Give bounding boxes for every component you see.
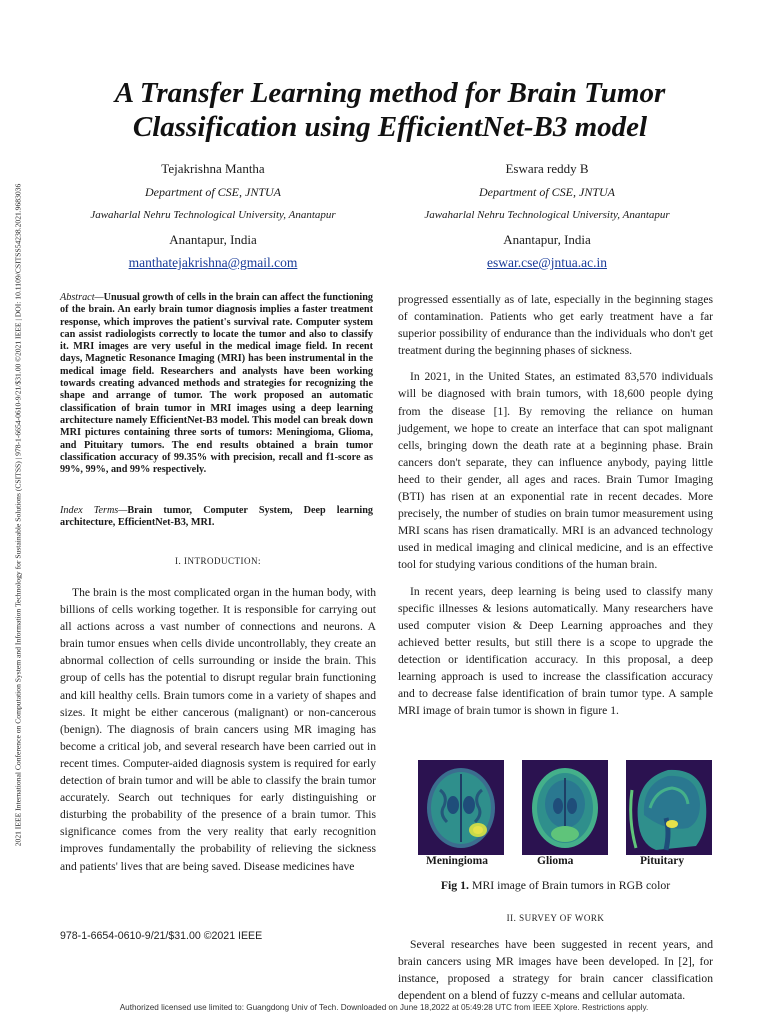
abstract: [60, 292, 373, 476]
abstract-label: Abstract—: [60, 292, 104, 303]
figure-1: [418, 760, 713, 856]
author-department: Department of CSE, JNTUA: [145, 184, 281, 199]
mri-meningioma-image: [418, 760, 504, 855]
abstract-text: Unusual growth of cells in the brain can affect the functioning of the brain. An early brain tumor diagnosis implies a faster treatment response, which improves the patient's survival rate. Computer system can assist radiologists correctly to locate the tumor and also to classify it. MRI images are very useful in the medical image field. In recent days, Magnetic Resonance Imaging (MRI) has been instrumental in the medical image field. Researchers and analysts have been working towards creating advanced methods and strategies for recognizing the shape and arrange of tumor. The work proposed an automatic classification of brain tumor in MRI images using a deep learning architecture namely EfficientNet-B3 model. This model can break down MRI pictures containing three sorts of tumors: Meningioma, Glioma, and Pituitary tumors. The end results obtained a brain tumor classification accuracy of 99.35% with precision, recall and f1-score as 99%, 99%, and 99% respectively.: [60, 292, 373, 476]
sidebar-citation-text: 2021 IEEE International Conference on Computation System and Information Technology for Sustainable Solutions (CSITSS) | 978-1-6654-0610-9/21/$31.00 ©2021 IEEE | DOI: 10.1109/CSITSS54238.2021.9683036: [13, 183, 23, 847]
survey-paragraph: [398, 936, 713, 1004]
index-terms-text: Brain tumor, Computer System, Deep learning architecture, EfficientNet-B3, MRI.: [60, 505, 373, 529]
author-email-link[interactable]: eswar.cse@jntua.ac.in: [486, 255, 607, 270]
index-terms-label: Index Terms—: [60, 505, 128, 516]
mri-pituitary-image: [626, 760, 712, 855]
sidebar-citation: [11, 60, 25, 970]
figure-label-pituitary: Pituitary: [640, 855, 685, 867]
paragraph: progressed essentially as of late, especially in the beginning stages of contamination. Patients who get early treatment have a far superior possibility of endurance than the individuals who don't get treatment during the beginning phases of sickness.: [398, 293, 713, 358]
author-name: Tejakrishna Mantha: [161, 161, 265, 176]
figure-label-glioma: Glioma: [537, 855, 574, 867]
author-block-1: [43, 157, 383, 275]
paragraph: In 2021, in the United States, an estimated 83,570 individuals will be diagnosed with brain tumors, with 18,600 people dying from the disease [1]. By removing the reliance on human judgement, we hope to create an interface that can spot malignant cells, bringing down the death rate at a beginning phase. Brain cancers don't separate, they can influence anybody, paying little heed to their gender, all ages and races. Brain Tumor Imaging (BTI) has risen at an exponential rate in recent decades. More precisely, the number of studies on brain tumor measurement using MRI scans has risen dramatically. MRI is an advanced technology used in medical imaging and clinical medicine, and is an effective tool for studying various conditions of the human brain.: [398, 370, 713, 572]
figure-caption-label: Fig 1.: [440, 878, 469, 892]
section-heading-survey: II. SURVEY OF WORK: [506, 913, 605, 923]
paragraph: Several researches have been suggested in recent years, and brain cancers using MR images have been developed. In [2], for instance, proposed a strategy for brain cancer classification dependent on a blend of fuzzy c-means and cellular automata.: [398, 938, 713, 1002]
section-heading-introduction: I. INTRODUCTION:: [175, 556, 261, 566]
mri-glioma-image: [522, 760, 608, 855]
download-footer: Authorized licensed use limited to: Guangdong Univ of Tech. Downloaded on June 18,2022 at 05:49:28 UTC from IEEE Xplore. Restrictions apply.: [119, 1003, 649, 1012]
author-name: Eswara reddy B: [505, 161, 589, 176]
author-city: Anantapur, India: [169, 231, 257, 247]
intro-paragraph: The brain is the most complicated organ in the human body, with billions of cells working together. It is responsible for carrying out all actions across a vast number of connections and neurons. A brain tumor ensues when cells divide uncontrollably, they create an abnormal collection of cells surrounding or inside the brain. This group of cells has the potential to disrupt regular brain functioning and kill healthy cells. Brain tumors come in a variety of shapes and sizes. It might be either cancerous (malignant) or non-cancerous (benign). The diagnosis of brain cancers using MR imaging has become a critical job, and several research have been carried out in recent times. Computer-aided diagnosis system is required for early detection of brain tumor and will be able to classify the brain tumor accurately. Search out techniques for early distinguishing or disturbing the probability of the presence of a brain tumor. This significance comes from the very reality that early recognition improves fundamentally the probability of relieving the sickness and patients' lives that are being saved. Disease medicines have: [60, 586, 376, 873]
author-university: Jawaharlal Nehru Technological University, Anantapur: [424, 209, 670, 221]
author-department: Department of CSE, JNTUA: [479, 184, 615, 199]
right-column-text: [398, 291, 713, 728]
figure-caption-text: MRI image of Brain tumors in RGB color: [469, 878, 671, 892]
author-email-link[interactable]: manthatejakrishna@gmail.com: [128, 255, 298, 270]
figure-caption: [398, 878, 713, 893]
copyright-line: 978-1-6654-0610-9/21/$31.00 ©2021 IEEE: [60, 930, 263, 942]
paragraph: In recent years, deep learning is being used to classify many specific illnesses & lesions automatically. Many researchers have used computer vision & Deep Learning approaches and they achieved better results, but still there is a scope to upgrade the detection or identification accuracy. In this proposal, a deep learning approach is used to increase the classification accuracy and to decrease false identification of brain tumor type. A sample MRI image of brain tumor is shown in figure 1.: [398, 584, 713, 718]
index-terms: [60, 505, 373, 530]
author-city: Anantapur, India: [503, 231, 591, 247]
author-university: Jawaharlal Nehru Technological University, Anantapur: [90, 209, 336, 221]
author-block-2: [377, 157, 717, 275]
paper-title: A Transfer Learning method for Brain Tumor Classification using EfficientNet-B3 model: [114, 77, 666, 143]
figure-label-meningioma: Meningioma: [426, 855, 488, 867]
